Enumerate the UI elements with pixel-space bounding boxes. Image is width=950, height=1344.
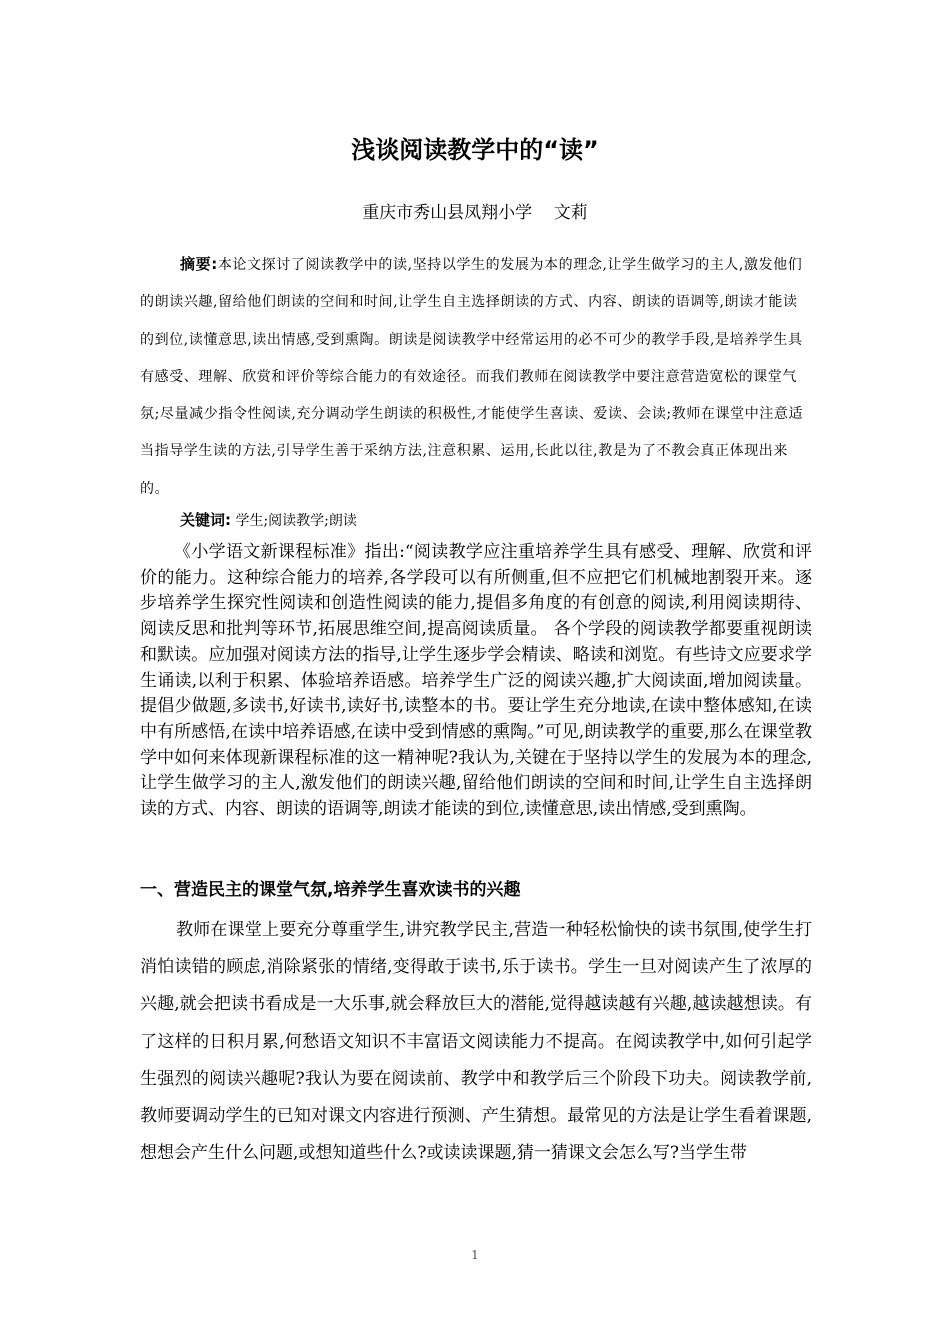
- page-number: 1: [471, 1248, 479, 1262]
- abstract-text: 本论文探讨了阅读教学中的读,坚持以学生的发展为本的理念,让学生做学习的主人,激发他们的朗读兴趣,留给他们朗读的空间和时间,让学生自主选择朗读的方式、内容、朗读的语调等,朗读才能读的到位,读懂意思,读出情感,受到熏陶。朗读是阅读教学中经常运用的必不可少的教学手段,是培养学生具有感受、理解、欣赏和评价等综合能力的有效途径。而我们教师在阅读教学中要注意营造宽松的课堂气氛;尽量减少指令性阅读,充分调动学生朗读的积极性,才能使学生喜读、爱读、会读;教师在课堂中注意适当指导学生读的方法,引导学生善于采纳方法,注意积累、运用,长此以往,教是为了不教会真正体现出来的。: [140, 257, 804, 497]
- author-line: 重庆市秀山县凤翔小学 文莉: [362, 203, 588, 223]
- keywords-label: 关键词:: [180, 511, 231, 529]
- document-title: 浅谈阅读教学中的“读”: [351, 136, 599, 164]
- section-heading: 一、营造民主的课堂气氛,培养学生喜欢读书的兴趣: [140, 880, 521, 900]
- intro-paragraph: 《小学语文新课程标准》指出:“阅读教学应注重培养学生具有感受、理解、欣赏和评价的能力。这种综合能力的培养,各学段可以有所侧重,但不应把它们机械地割裂开来。逐步培养学生探究性阅读和创造性阅读的能力,提倡多角度的有创意的阅读,利用阅读期待、阅读反思和批判等环节,拓展思维空间,提高阅读质量。 各个学段的阅读教学都要重视朗读和默读。应加强对阅读方法的指导,让学生逐步学会精读、略读和浏览。有些诗文应要求学生诵读,以利于积累、体验培养语感。培养学生广泛的阅读兴趣,扩大阅读面,增加阅读量。提倡少做题,多读书,好读书,读好书,读整本的书。要让学生充分地读,在读中整体感知,在读中有所感悟,在读中培养语感,在读中受到情感的熏陶。”可见,朗读教学的重要,那么在课堂教学中如何来体现新课程标准的这一精神呢?我认为,关键在于坚持以学生的发展为本的理念,让学生做学习的主人,激发他们的朗读兴趣,留给他们朗读的空间和时间,让学生自主选择朗读的方式、内容、朗读的语调等,朗读才能读的到位,读懂意思,读出情感,受到熏陶。: [140, 542, 812, 820]
- abstract-block: [140, 246, 812, 508]
- abstract-label: 摘要:: [180, 255, 218, 273]
- keywords-text: 学生;阅读教学;朗读: [235, 513, 357, 529]
- section-paragraph: 教师在课堂上要充分尊重学生,讲究教学民主,营造一种轻松愉快的读书氛围,使学生打消怕读错的顾虑,消除紧张的情绪,变得敢于读书,乐于读书。学生一旦对阅读产生了浓厚的兴趣,就会把读书看成是一大乐事,就会释放巨大的潜能,觉得越读越有兴趣,越读越想读。有了这样的日积月累,何愁语文知识不丰富语文阅读能力不提高。在阅读教学中,如何引起学生强烈的阅读兴趣呢?我认为要在阅读前、教学中和教学后三个阶段下功夫。阅读教学前,教师要调动学生的已知对课文内容进行预测、产生猜想。最常见的方法是让学生看着课题,想想会产生什么问题,或想知道些什么?或读读课题,猜一猜课文会怎么写?当学生带: [140, 920, 812, 1164]
- keywords-line: [180, 508, 357, 533]
